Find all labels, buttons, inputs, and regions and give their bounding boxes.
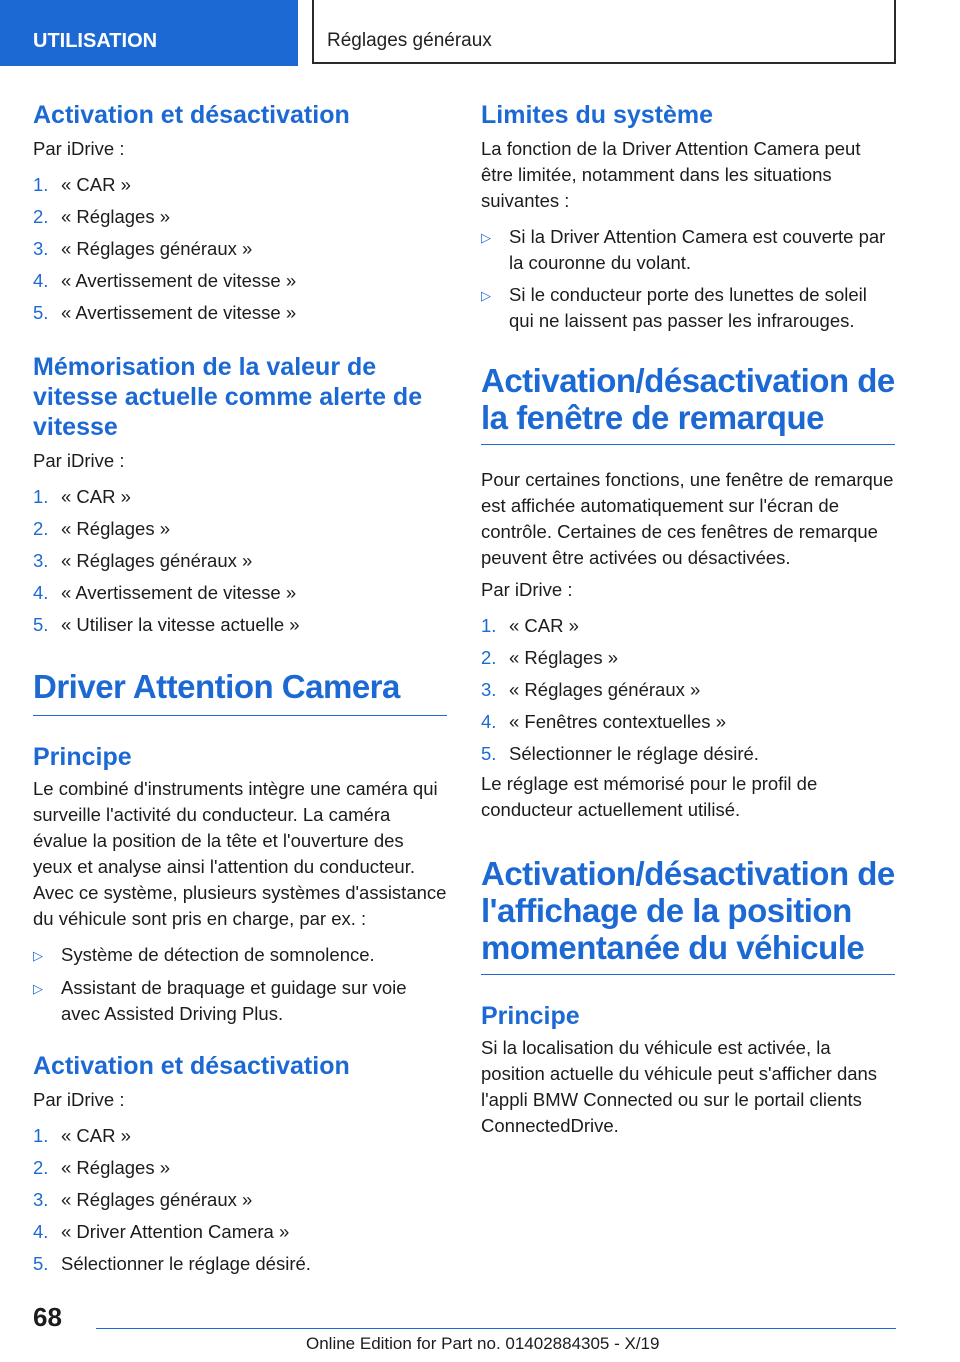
body-text: Le réglage est mémorisé pour le profil de conducteur actuellement utilisé. (481, 773, 818, 820)
page-header (0, 0, 960, 66)
section-heading: Principe (33, 743, 132, 771)
list-item: 3. « Réglages généraux » (33, 550, 253, 571)
section-heading: Principe (481, 1002, 580, 1030)
section-heading: Mémorisation de la valeur de vitesse actuelle comme alerte de vitesse (33, 353, 423, 441)
intro-text: Par iDrive : (481, 579, 573, 600)
body-text: Le combiné d'instruments intègre une caméra qui surveille l'activité du conducteur. La caméra évalue la position de la tête et l'ouverture des yeux et analyse ainsi l'attention du conducteur. Avec ce système, plusieurs systèmes d'assistance du véhicule sont pris en charge, par ex. : (33, 778, 447, 929)
activation-section-2 (33, 1051, 447, 1277)
section-heading: Activation et désactivation (33, 1052, 350, 1080)
body-text: La fonction de la Driver Attention Camera peut être limitée, notamment dans les situations suivantes : (481, 138, 861, 211)
section-heading: Limites du système (481, 101, 714, 129)
page-number: 68 (33, 1302, 62, 1332)
list-item: 1. « CAR » (33, 486, 131, 507)
section-heading: Activation et désactivation (33, 101, 350, 129)
list-item: 2. « Réglages » (33, 518, 171, 539)
activation-section-1 (33, 100, 447, 326)
list-item: ▷ Système de détection de somnolence. (33, 942, 447, 969)
window-chapter (481, 362, 895, 823)
triangle-bullet-icon: ▷ (481, 288, 491, 303)
step-list (33, 172, 447, 326)
chapter-heading: Activation/désactivation de la fenêtre de remarque (481, 362, 895, 445)
step-list (33, 484, 447, 638)
list-item: 1. « CAR » (481, 615, 579, 636)
list-item: 2. « Réglages » (481, 647, 619, 668)
list-item: 3. « Réglages généraux » (33, 1189, 253, 1210)
triangle-bullet-icon: ▷ (33, 948, 43, 963)
body-text: Pour certaines fonctions, une fenêtre de remarque est affichée automatiquement sur l'écran de contrôle. Certaines de ces fenêtres de remarque peuvent être activées ou désactivées. (481, 469, 894, 568)
chapter-title: Réglages généraux (312, 0, 896, 64)
list-item: 5. Sélectionner le réglage désiré. (33, 1253, 311, 1274)
list-item: 5. « Avertissement de vitesse » (33, 302, 297, 323)
list-item: 2. « Réglages » (33, 206, 171, 227)
step-list (481, 613, 895, 767)
left-column (33, 100, 447, 1277)
triangle-bullet-icon: ▷ (481, 230, 491, 245)
list-item: ▷ Si la Driver Attention Camera est couverte par la couronne du volant. (481, 224, 895, 276)
dac-chapter (33, 668, 447, 1027)
list-item: ▷ Assistant de braquage et guidage sur voie avec Assisted Driving Plus. (33, 975, 447, 1027)
right-column (481, 100, 895, 1139)
chapter-heading: Driver Attention Camera (33, 668, 447, 716)
intro-text: Par iDrive : (33, 450, 125, 471)
memorisation-section (33, 352, 447, 638)
list-item: 4. « Fenêtres contextuelles » (481, 711, 726, 732)
edition-text: Online Edition for Part no. 01402884305 - X/19 (306, 1334, 660, 1353)
list-item: 3. « Réglages généraux » (33, 238, 253, 259)
list-item: 4. « Avertissement de vitesse » (33, 270, 297, 291)
list-item: 4. « Avertissement de vitesse » (33, 582, 297, 603)
position-chapter (481, 855, 895, 1139)
footer-divider (96, 1328, 896, 1329)
bullet-list (33, 942, 447, 1027)
triangle-bullet-icon: ▷ (33, 981, 43, 996)
intro-text: Par iDrive : (33, 138, 125, 159)
section-tab: UTILISATION (0, 0, 298, 66)
list-item: 5. Sélectionner le réglage désiré. (481, 743, 759, 764)
list-item: 5. « Utiliser la vitesse actuelle » (33, 614, 300, 635)
list-item: 2. « Réglages » (33, 1157, 171, 1178)
bullet-list (481, 224, 895, 334)
list-item: 1. « CAR » (33, 1125, 131, 1146)
list-item: ▷ Si le conducteur porte des lunettes de soleil qui ne laissent pas passer les infrarouges. (481, 282, 895, 334)
limits-section (481, 100, 895, 334)
list-item: 4. « Driver Attention Camera » (33, 1221, 290, 1242)
intro-text: Par iDrive : (33, 1089, 125, 1110)
list-item: 1. « CAR » (33, 174, 131, 195)
step-list (33, 1123, 447, 1277)
chapter-heading: Activation/désactivation de l'affichage de la position momentanée du véhicule (481, 855, 895, 975)
body-text: Si la localisation du véhicule est activée, la position actuelle du véhicule peut s'afficher dans l'appli BMW Connected ou sur le portail clients ConnectedDrive. (481, 1037, 878, 1136)
list-item: 3. « Réglages généraux » (481, 679, 701, 700)
